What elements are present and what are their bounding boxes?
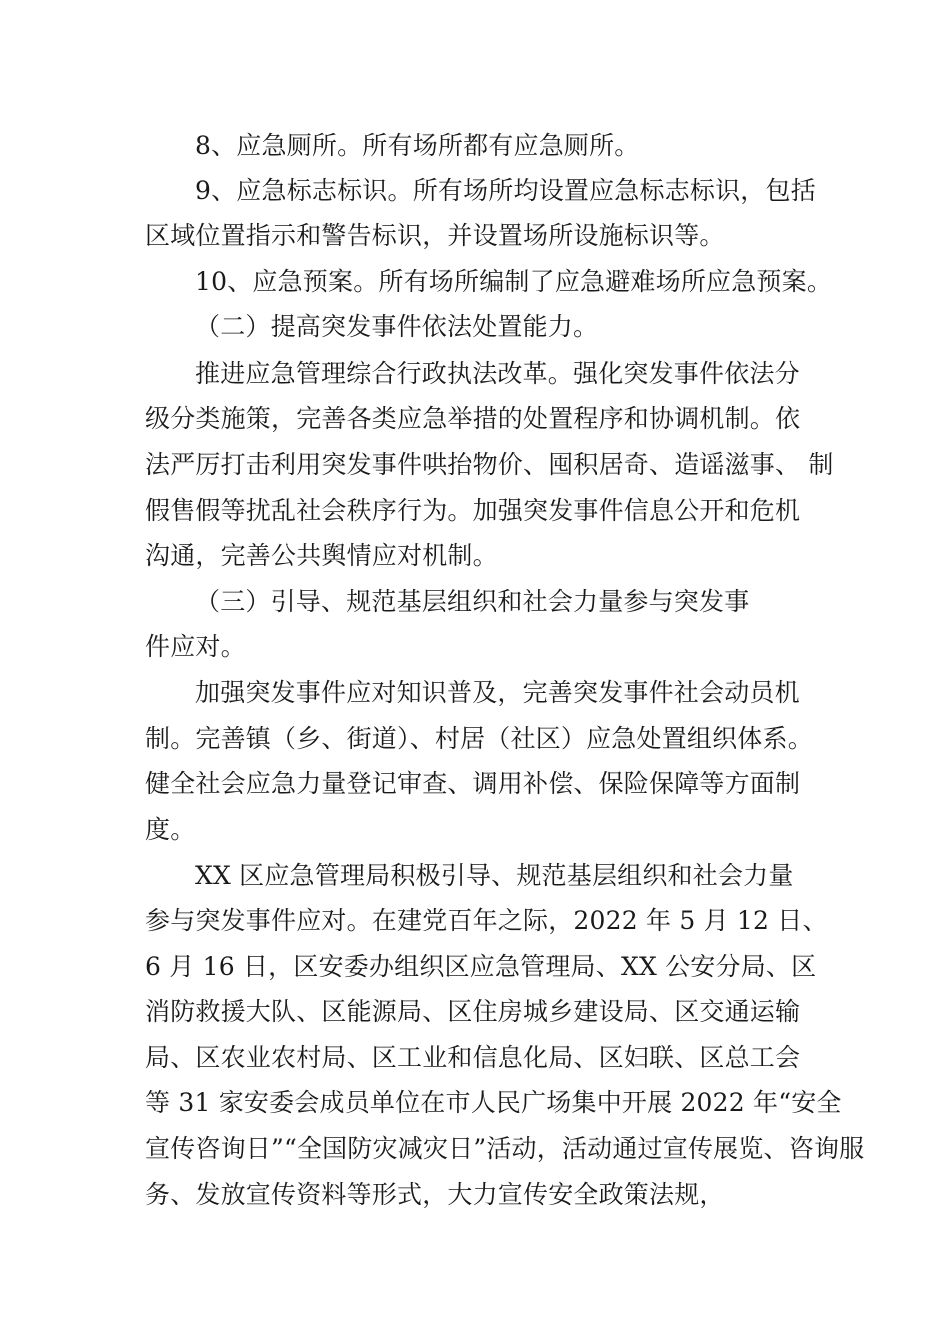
- text-line: 务、发放宣传资料等形式，大力宣传安全政策法规，: [145, 1180, 725, 1209]
- text-line: 消防救援大队、区能源局、区住房城乡建设局、区交通运输: [145, 997, 801, 1026]
- text-line: 加强突发事件应对知识普及，完善突发事件社会动员机: [195, 678, 800, 707]
- text-line: 6 月 16 日，区安委办组织区应急管理局、XX 公安分局、区: [145, 952, 817, 981]
- text-line: 等 31 家安委会成员单位在市人民广场集中开展 2022 年“安全: [145, 1088, 842, 1117]
- text-line: 制。完善镇（乡、街道）、村居（社区）应急处置组织体系。: [145, 724, 813, 753]
- text-line: 局、区农业农村局、区工业和信息化局、区妇联、区总工会: [145, 1043, 801, 1072]
- text-line: 沟通，完善公共舆情应对机制。: [145, 541, 498, 570]
- text-line: 级分类施策，完善各类应急举措的处置程序和协调机制。依: [145, 404, 801, 433]
- text-line: 10、应急预案。所有场所编制了应急避难场所应急预案。: [195, 267, 833, 296]
- section-heading: （三）引导、规范基层组织和社会力量参与突发事: [195, 587, 750, 616]
- text-line: XX 区应急管理局积极引导、规范基层组织和社会力量: [195, 861, 794, 890]
- text-line: 参与突发事件应对。在建党百年之际，2022 年 5 月 12 日、: [145, 906, 828, 935]
- text-line: 宣传咨询日”“全国防灾减灾日”活动，活动通过宣传展览、咨询服: [145, 1134, 865, 1163]
- text-line: 假售假等扰乱社会秩序行为。加强突发事件信息公开和危机: [145, 496, 801, 525]
- text-line: 度。: [145, 815, 196, 844]
- text-line: 法严厉打击利用突发事件哄抬物价、囤积居奇、造谣滋事、 制: [145, 450, 834, 479]
- text-line: 8、应急厕所。所有场所都有应急厕所。: [195, 131, 640, 160]
- section-heading: （二）提高突发事件依法处置能力。: [195, 312, 599, 341]
- text-line: 区域位置指示和警告标识，并设置场所设施标识等。: [145, 221, 725, 250]
- text-line: 健全社会应急力量登记审查、调用补偿、保险保障等方面制: [145, 769, 801, 798]
- text-line: 推进应急管理综合行政执法改革。强化突发事件依法分: [195, 359, 800, 388]
- section-heading: 件应对。: [145, 632, 246, 661]
- text-line: 9、应急标志标识。所有场所均设置应急标志标识，包括: [195, 176, 816, 205]
